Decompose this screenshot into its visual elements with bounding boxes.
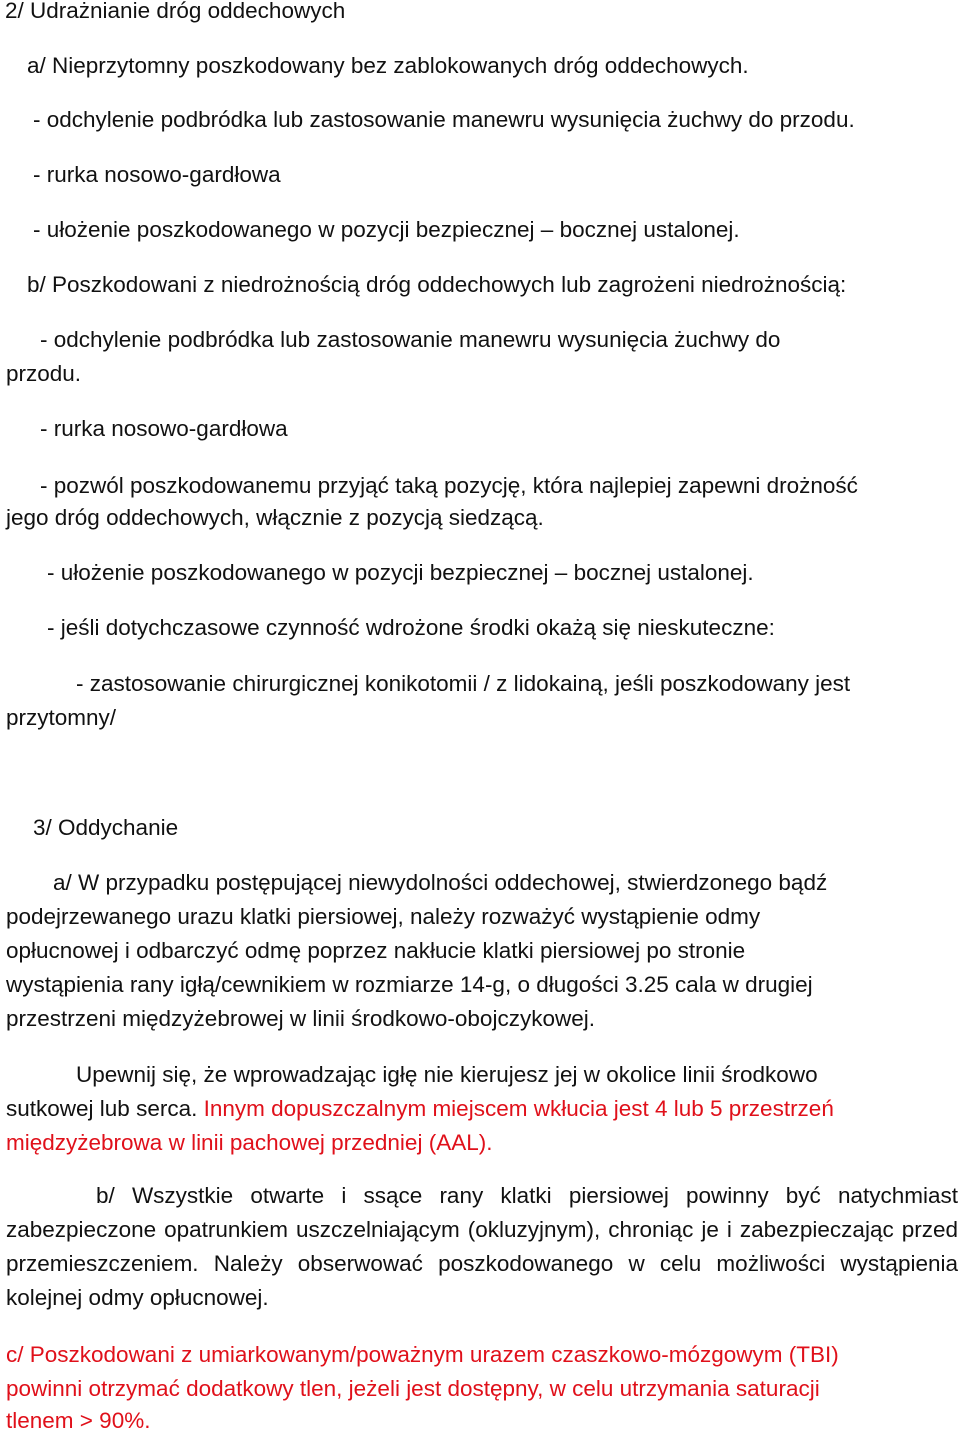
section-heading-airway: 2/ Udrażnianie dróg oddechowych xyxy=(5,0,346,23)
paragraph-b: b/ Wszystkie otwarte i ssące rany klatki piersiowej powinny być natychmiast zabezpieczone opatrunkiem uszczelniającym (okluzyjnym), chroniąc je i zabezpieczając przed przemieszczeniem. Należy obserwować poszkodowanego w celu możliwości wystąpienia kolejnej odmy opłucnowej. xyxy=(6,1183,958,1310)
note-highlight-text: Innym dopuszczalnym miejscem wkłucia jest 4 lub 5 przestrzeń xyxy=(197,1096,834,1121)
paragraph-c-line: c/ Poszkodowani z umiarkowanym/poważnym urazem czaszkowo-mózgowym (TBI) xyxy=(6,1342,839,1367)
list-subitem-continuation: przytomny/ xyxy=(6,705,117,730)
list-item: - pozwól poszkodowanemu przyjąć taką pozycję, która najlepiej zapewni drożność xyxy=(40,473,858,498)
paragraph-line: podejrzewanego urazu klatki piersiowej, należy rozważyć wystąpienie odmy xyxy=(6,904,761,929)
subsection-b-title: b/ Poszkodowani z niedrożnością dróg oddechowych lub zagrożeni niedrożnością: xyxy=(27,272,847,297)
list-item: - ułożenie poszkodowanego w pozycji bezpiecznej – bocznej ustalonej. xyxy=(33,217,740,242)
list-item-continuation: przodu. xyxy=(6,361,82,386)
list-item: - rurka nosowo-gardłowa xyxy=(40,416,288,441)
list-item: - jeśli dotychczasowe czynność wdrożone środki okażą się nieskuteczne: xyxy=(47,615,775,640)
paragraph-line: opłucnowej i odbarczyć odmę poprzez nakłucie klatki piersiowej po stronie xyxy=(6,938,746,963)
paragraph-line: wystąpienia rany igłą/cewnikiem w rozmiarze 14-g, o długości 3.25 cala w drugiej xyxy=(6,972,813,997)
subsection-a-title: a/ Nieprzytomny poszkodowany bez zablokowanych dróg oddechowych. xyxy=(27,53,749,78)
list-item: - odchylenie podbródka lub zastosowanie manewru wysunięcia żuchwy do przodu. xyxy=(33,107,855,132)
paragraph-line: przestrzeni międzyżebrowej w linii środkowo-obojczykowej. xyxy=(6,1006,595,1031)
list-item: - rurka nosowo-gardłowa xyxy=(33,162,281,187)
paragraph-line: a/ W przypadku postępującej niewydolności oddechowej, stwierdzonego bądź xyxy=(53,870,828,895)
note-text: sutkowej lub serca. xyxy=(6,1096,198,1121)
list-subitem: - zastosowanie chirurgicznej konikotomii / z lidokainą, jeśli poszkodowany jest xyxy=(76,671,851,696)
note-line: Upewnij się, że wprowadzając igłę nie kierujesz jej w okolice linii środkowo xyxy=(76,1062,818,1087)
note-highlight-line: międzyżebrowa w linii pachowej przedniej (AAL). xyxy=(6,1130,493,1155)
paragraph-c-line: tlenem > 90%. xyxy=(6,1408,151,1433)
list-item: - ułożenie poszkodowanego w pozycji bezpiecznej – bocznej ustalonej. xyxy=(47,560,754,585)
list-item-continuation: jego dróg oddechowych, włącznie z pozycją siedzącą. xyxy=(6,505,544,530)
note-line xyxy=(6,1095,960,1123)
section-heading-breathing: 3/ Oddychanie xyxy=(33,815,179,840)
paragraph-c-line: powinni otrzymać dodatkowy tlen, jeżeli jest dostępny, w celu utrzymania saturacji xyxy=(6,1376,820,1401)
list-item: - odchylenie podbródka lub zastosowanie manewru wysunięcia żuchwy do xyxy=(40,327,781,352)
